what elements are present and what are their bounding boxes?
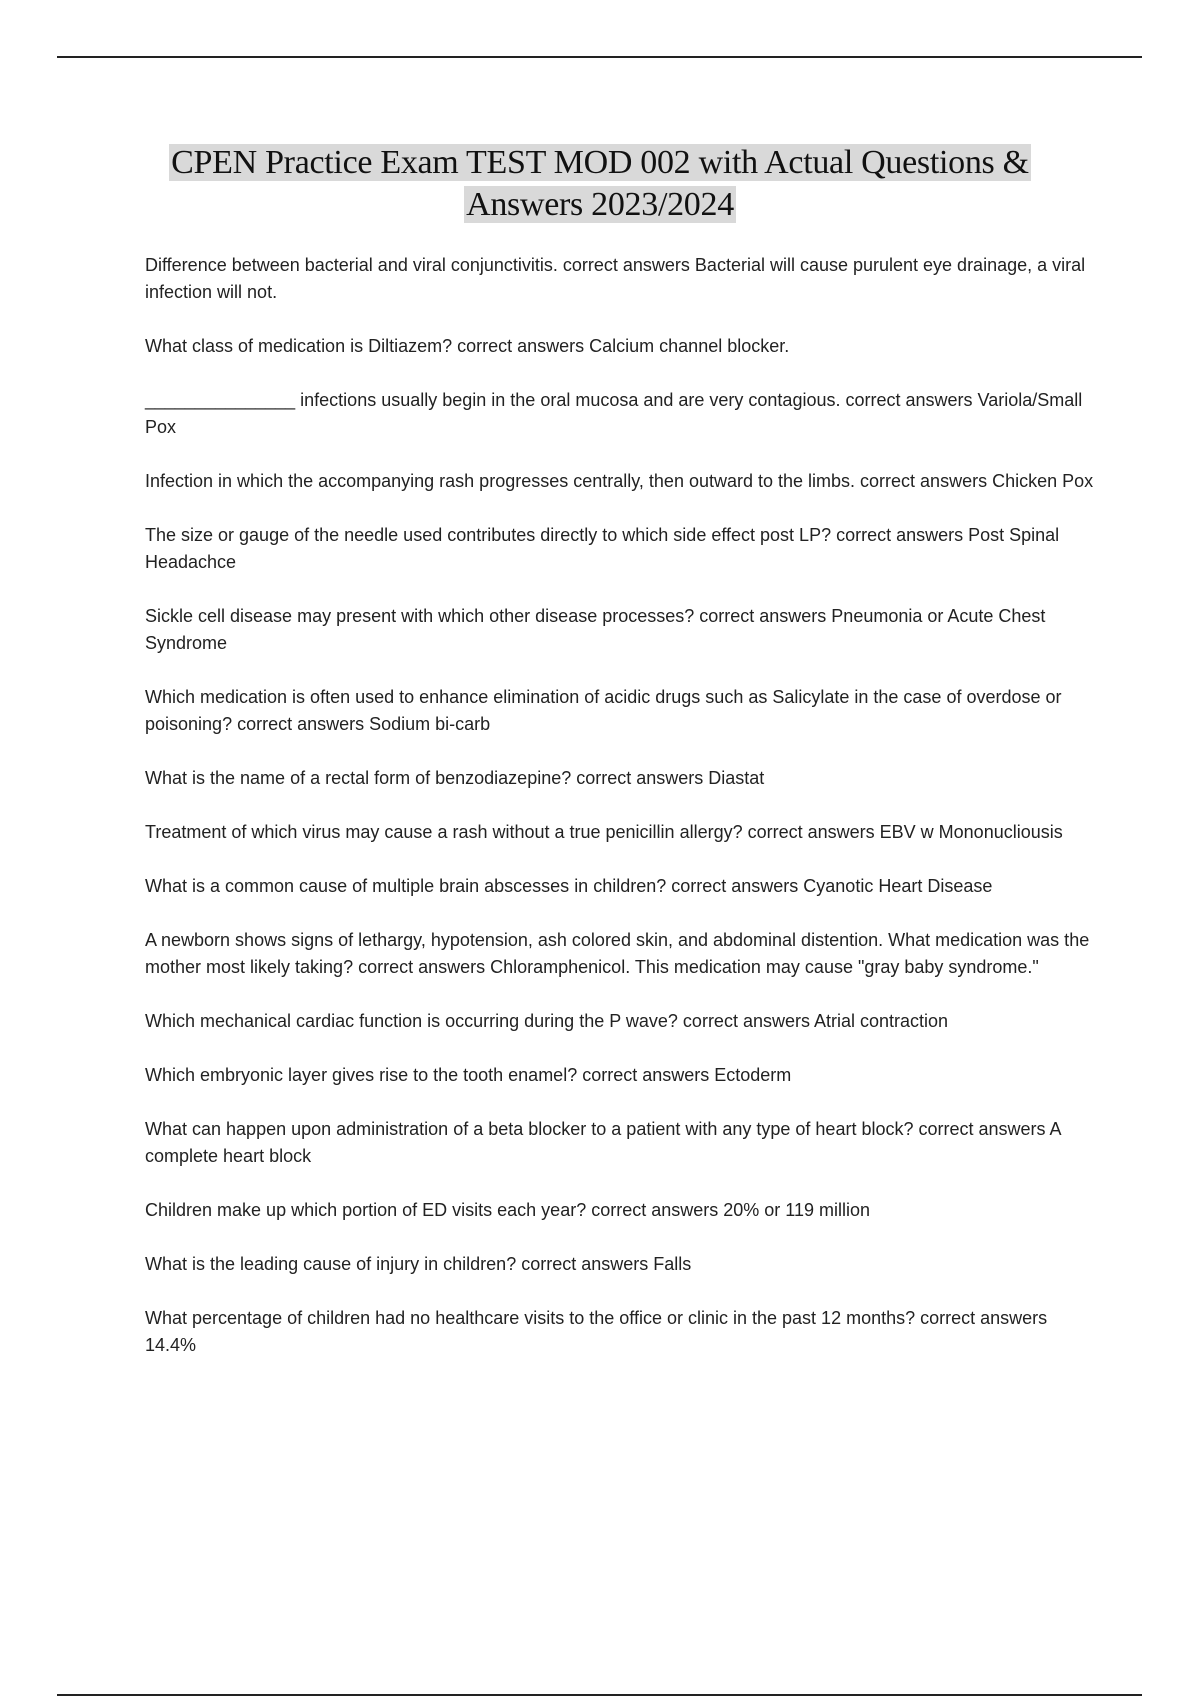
qa-item: Which medication is often used to enhance elimination of acidic drugs such as Salicylate in the case of overdose or poisoning? correct answers Sodium bi-carb bbox=[145, 687, 1062, 734]
title-line-1: CPEN Practice Exam TEST MOD 002 with Actual Questions & bbox=[171, 144, 1029, 181]
qa-item: What class of medication is Diltiazem? correct answers Calcium channel blocker. bbox=[145, 336, 790, 356]
qa-item: Which mechanical cardiac function is occurring during the P wave? correct answers Atrial contraction bbox=[145, 1011, 949, 1031]
title-line-2: Answers 2023/2024 bbox=[466, 186, 734, 223]
qa-item: Which embryonic layer gives rise to the tooth enamel? correct answers Ectoderm bbox=[145, 1065, 792, 1085]
bottom-rule bbox=[57, 1694, 1142, 1696]
qa-item: A newborn shows signs of lethargy, hypotension, ash colored skin, and abdominal distention. What medication was the mother most likely taking? correct answers Chloramphenicol. This medication may cause "gray baby syndrome." bbox=[145, 930, 1090, 977]
qa-item: _______________ infections usually begin in the oral mucosa and are very contagious. correct answers Variola/Small Pox bbox=[145, 390, 1083, 437]
qa-item: Difference between bacterial and viral conjunctivitis. correct answers Bacterial will cause purulent eye drainage, a viral infection will not. bbox=[145, 255, 1086, 302]
qa-list bbox=[145, 252, 1100, 1386]
qa-item: Infection in which the accompanying rash progresses centrally, then outward to the limbs. correct answers Chicken Pox bbox=[145, 471, 1094, 491]
qa-item: What is the leading cause of injury in children? correct answers Falls bbox=[145, 1254, 692, 1274]
qa-item: What is a common cause of multiple brain abscesses in children? correct answers Cyanotic Heart Disease bbox=[145, 876, 993, 896]
qa-item: Treatment of which virus may cause a rash without a true penicillin allergy? correct answers EBV w Mononucliousis bbox=[145, 822, 1063, 842]
qa-item: What can happen upon administration of a beta blocker to a patient with any type of heart block? correct answers A complete heart block bbox=[145, 1119, 1061, 1166]
document-title bbox=[60, 142, 1140, 226]
qa-item: The size or gauge of the needle used contributes directly to which side effect post LP? correct answers Post Spinal Headachce bbox=[145, 525, 1060, 572]
qa-item: Children make up which portion of ED visits each year? correct answers 20% or 119 million bbox=[145, 1200, 870, 1220]
top-rule bbox=[57, 56, 1142, 58]
qa-item: Sickle cell disease may present with which other disease processes? correct answers Pneumonia or Acute Chest Syndrome bbox=[145, 606, 1046, 653]
qa-item: What percentage of children had no healthcare visits to the office or clinic in the past 12 months? correct answers 14.4% bbox=[145, 1308, 1048, 1355]
qa-item: What is the name of a rectal form of benzodiazepine? correct answers Diastat bbox=[145, 768, 765, 788]
